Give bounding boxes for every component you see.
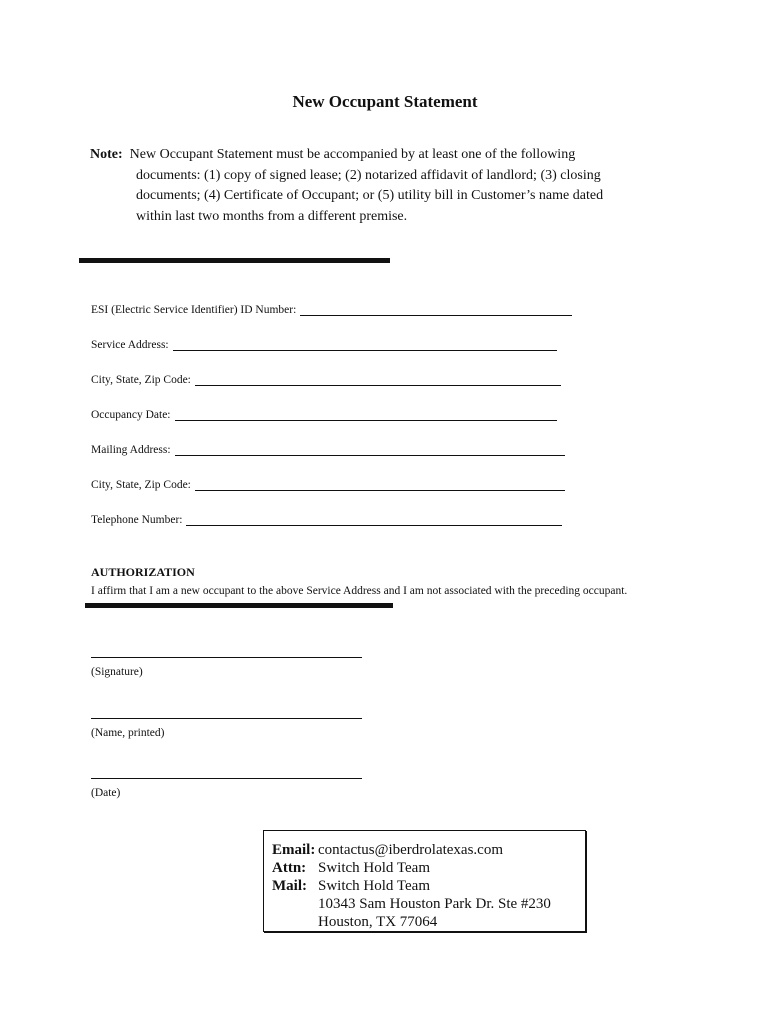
section-divider-bottom xyxy=(85,603,393,608)
city-state-zip-field-2 xyxy=(91,475,565,491)
mail-key: Mail: xyxy=(272,878,307,894)
contact-attn-row xyxy=(264,859,585,877)
authorization-heading: AUTHORIZATION xyxy=(91,565,195,579)
date-line[interactable] xyxy=(91,778,362,779)
note-line-1 xyxy=(90,145,690,166)
service-address-field xyxy=(91,335,557,351)
mailing-address-label: Mailing Address: xyxy=(91,444,171,456)
telephone-label: Telephone Number: xyxy=(91,514,183,526)
signature-label: (Signature) xyxy=(91,666,143,678)
contact-box xyxy=(263,830,586,932)
note-line-2: documents: (1) copy of signed lease; (2) notarized affidavit of landlord; (3) closing xyxy=(136,167,601,183)
email-value[interactable]: contactus@iberdrolatexas.com xyxy=(318,842,503,858)
email-key: Email: xyxy=(272,842,316,858)
esi-label: ESI (Electric Service Identifier) ID Number: xyxy=(91,304,297,316)
mail-line-1: Switch Hold Team xyxy=(318,878,430,894)
occupancy-date-field xyxy=(91,405,557,421)
esi-input-line[interactable] xyxy=(300,303,572,316)
telephone-input-line[interactable] xyxy=(186,513,562,526)
contact-mail-row-3 xyxy=(264,913,585,931)
city-state-zip-field-1 xyxy=(91,370,561,386)
mail-line-2: 10343 Sam Houston Park Dr. Ste #230 xyxy=(318,896,551,912)
section-divider-top xyxy=(79,258,390,263)
attn-value: Switch Hold Team xyxy=(318,860,430,876)
city-state-zip-label-2: City, State, Zip Code: xyxy=(91,479,191,491)
esi-field xyxy=(91,300,572,316)
name-printed-line[interactable] xyxy=(91,718,362,719)
service-address-input-line[interactable] xyxy=(173,338,557,351)
occupancy-date-input-line[interactable] xyxy=(175,408,557,421)
telephone-field xyxy=(91,510,562,526)
date-label: (Date) xyxy=(91,787,121,799)
contact-email-row xyxy=(264,841,585,859)
signature-line[interactable] xyxy=(91,657,362,658)
note-label: Note: xyxy=(90,147,123,162)
note-line-3: documents; (4) Certificate of Occupant; or (5) utility bill in Customer’s name dated xyxy=(136,188,604,203)
mailing-address-input-line[interactable] xyxy=(175,443,565,456)
contact-mail-row xyxy=(264,877,585,895)
note-line-4: within last two months from a different premise. xyxy=(136,208,408,224)
note-line-1-text: New Occupant Statement must be accompanied by at least one of the following xyxy=(129,147,576,162)
mail-line-3: Houston, TX 77064 xyxy=(318,914,438,930)
page-title: New Occupant Statement xyxy=(292,92,478,111)
contact-mail-row-2 xyxy=(264,895,585,913)
city-state-zip-label-1: City, State, Zip Code: xyxy=(91,374,191,386)
city-state-zip-input-line-2[interactable] xyxy=(195,478,565,491)
service-address-label: Service Address: xyxy=(91,339,169,351)
note-paragraph xyxy=(90,145,690,227)
mailing-address-field xyxy=(91,440,565,456)
attn-key: Attn: xyxy=(272,860,307,876)
occupancy-date-label: Occupancy Date: xyxy=(91,409,171,421)
name-printed-label: (Name, printed) xyxy=(91,727,165,739)
city-state-zip-input-line-1[interactable] xyxy=(195,373,561,386)
authorization-text: I affirm that I am a new occupant to the above Service Address and I am not associated with the preceding occupant. xyxy=(91,585,628,597)
